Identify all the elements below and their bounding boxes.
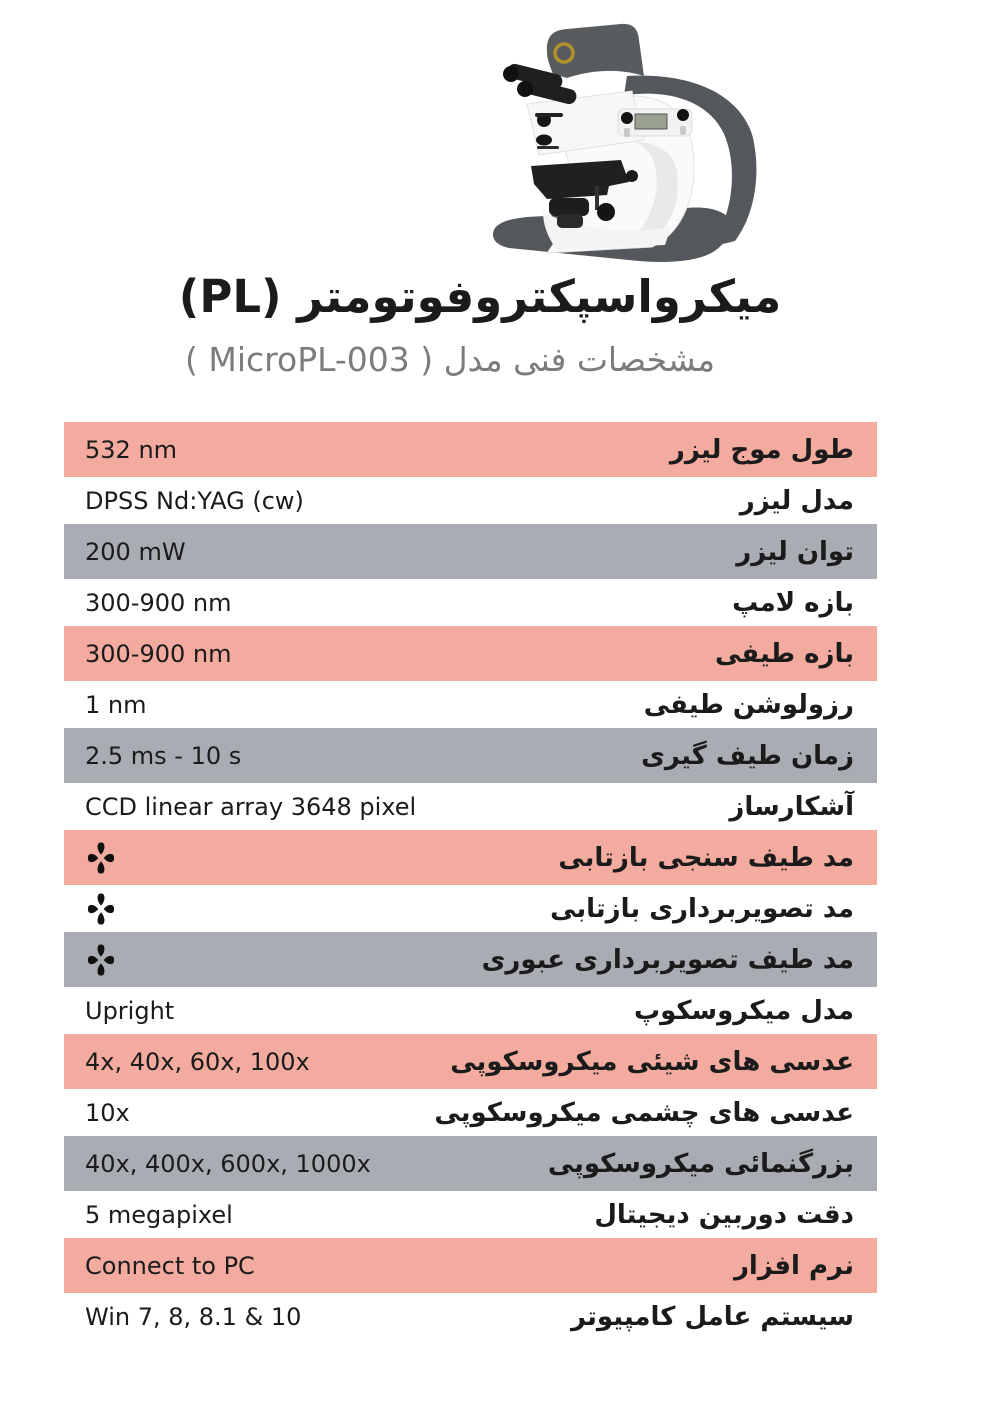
spec-row-18 [64, 1293, 877, 1340]
spec-row-10 [64, 885, 877, 932]
spec-value: 300-900 nm [85, 588, 232, 617]
spec-row-3 [64, 524, 877, 579]
spec-row-5 [64, 626, 877, 681]
spec-row-13 [64, 1034, 877, 1089]
spec-row-1 [64, 422, 877, 477]
page-title: میکرواسپکتروفوتومتر (PL) [178, 270, 782, 323]
spec-label: عدسی های شیئی میکروسکوپی [450, 1046, 854, 1077]
spec-value: CCD linear array 3648 pixel [85, 792, 417, 821]
spec-label: زمان طیف گیری [641, 740, 854, 771]
spec-label: مد طیف سنجی بازتابی [558, 842, 854, 873]
spec-value: Win 7, 8, 8.1 & 10 [85, 1302, 302, 1331]
spec-label: مدل میکروسکوپ [633, 995, 854, 1026]
microscope-illustration [487, 14, 759, 276]
spec-label: نرم افزار [733, 1250, 854, 1281]
spec-row-12 [64, 987, 877, 1034]
spec-label: توان لیزر [736, 536, 854, 567]
page-subtitle: مشخصات فنی مدل ( MicroPL-003 ) [185, 340, 715, 379]
spec-row-7 [64, 728, 877, 783]
spec-value: 2.5 ms - 10 s [85, 741, 242, 770]
spec-label: مدل لیزر [739, 485, 854, 516]
spec-value: Upright [85, 996, 175, 1025]
spec-row-9 [64, 830, 877, 885]
spec-value: 10x [85, 1098, 130, 1127]
spec-value: 532 nm [85, 435, 178, 464]
spec-label: سیستم عامل کامپیوتر [570, 1301, 854, 1332]
spec-row-17 [64, 1238, 877, 1293]
spec-check-cell [64, 890, 117, 928]
spec-table [64, 422, 877, 1340]
spec-row-14 [64, 1089, 877, 1136]
four-petal-asterisk-icon [85, 839, 117, 877]
spec-value: Connect to PC [85, 1251, 255, 1280]
spec-value: 40x, 400x, 600x, 1000x [85, 1149, 371, 1178]
spec-label: بازه طیفی [714, 638, 854, 669]
spec-value: 300-900 nm [85, 639, 232, 668]
spec-row-8 [64, 783, 877, 830]
spec-check-cell [64, 941, 117, 979]
microscope-photo [487, 14, 759, 276]
spec-label: دقت دوربین دیجیتال [594, 1199, 854, 1230]
spec-row-4 [64, 579, 877, 626]
spec-row-2 [64, 477, 877, 524]
spec-value: 1 nm [85, 690, 147, 719]
spec-value: DPSS Nd:YAG (cw) [85, 486, 304, 515]
four-petal-asterisk-icon [85, 941, 117, 979]
spec-label: مد طیف تصویربرداری عبوری [481, 944, 854, 975]
spec-label: بزرگنمائی میکروسکوپی [547, 1148, 854, 1179]
spec-row-6 [64, 681, 877, 728]
spec-value: 200 mW [85, 537, 186, 566]
spec-label: عدسی های چشمی میکروسکوپی [434, 1097, 854, 1128]
four-petal-asterisk-icon [85, 890, 117, 928]
spec-row-15 [64, 1136, 877, 1191]
spec-value: 5 megapixel [85, 1200, 233, 1229]
spec-row-16 [64, 1191, 877, 1238]
spec-label: مد تصویربرداری بازتابی [550, 893, 854, 924]
spec-value: 4x, 40x, 60x, 100x [85, 1047, 310, 1076]
spec-label: آشکارساز [729, 791, 854, 822]
spec-label: بازه لامپ [732, 587, 854, 618]
spec-row-11 [64, 932, 877, 987]
spec-check-cell [64, 839, 117, 877]
spec-label: رزولوشن طیفی [643, 689, 854, 720]
spec-label: طول موج لیزر [669, 434, 854, 465]
lcd-screen [635, 114, 667, 129]
